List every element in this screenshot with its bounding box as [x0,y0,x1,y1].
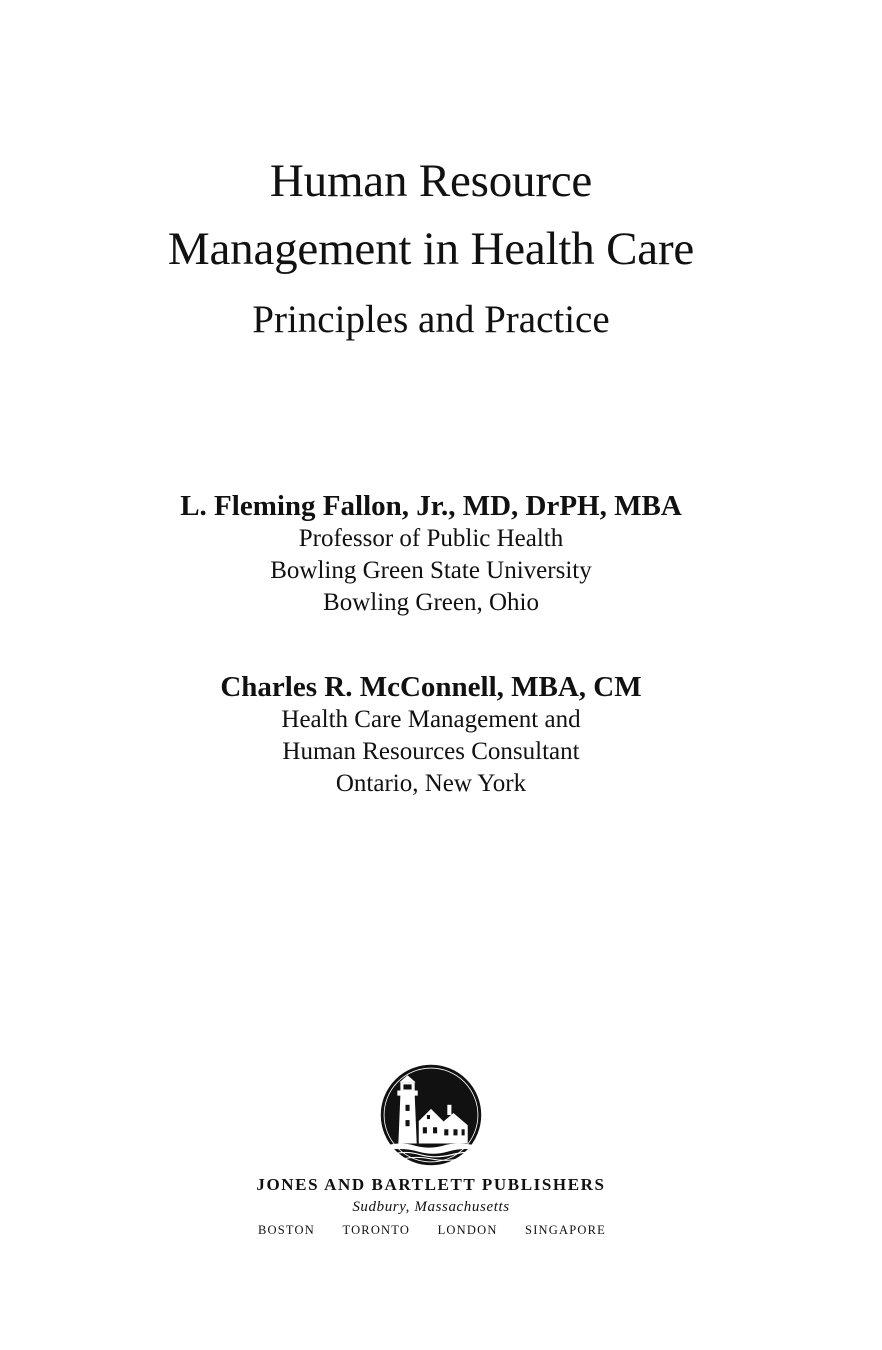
book-subtitle: Principles and Practice [252,298,610,341]
publisher-location: Sudbury, Massachusetts [352,1199,510,1215]
publisher-cities [258,1224,606,1237]
author-1-name: L. Fleming Fallon, Jr., MD, DrPH, MBA [180,490,682,522]
city-label: LONDON [437,1223,498,1237]
author-2-affiliation-line: Health Care Management and [281,706,581,733]
author-1-affiliation-line: Professor of Public Health [298,525,564,552]
city-label: TORONTO [342,1223,411,1237]
city-label: SINGAPORE [525,1223,606,1237]
book-title-line-2: Management in Health Care [167,223,695,275]
publisher-name: JONES AND BARTLETT PUBLISHERS [256,1175,606,1194]
book-title-line-1: Human Resource [269,155,593,207]
city-label: BOSTON [258,1223,315,1237]
author-2-affiliation-line: Ontario, New York [335,770,527,797]
author-2-name: Charles R. McConnell, MBA, CM [220,671,642,703]
lighthouse-logo-icon [380,1064,482,1166]
author-2-affiliation-line: Human Resources Consultant [282,738,580,765]
author-1-affiliation-line: Bowling Green, Ohio [323,589,539,616]
author-1-affiliation-line: Bowling Green State University [270,557,592,584]
